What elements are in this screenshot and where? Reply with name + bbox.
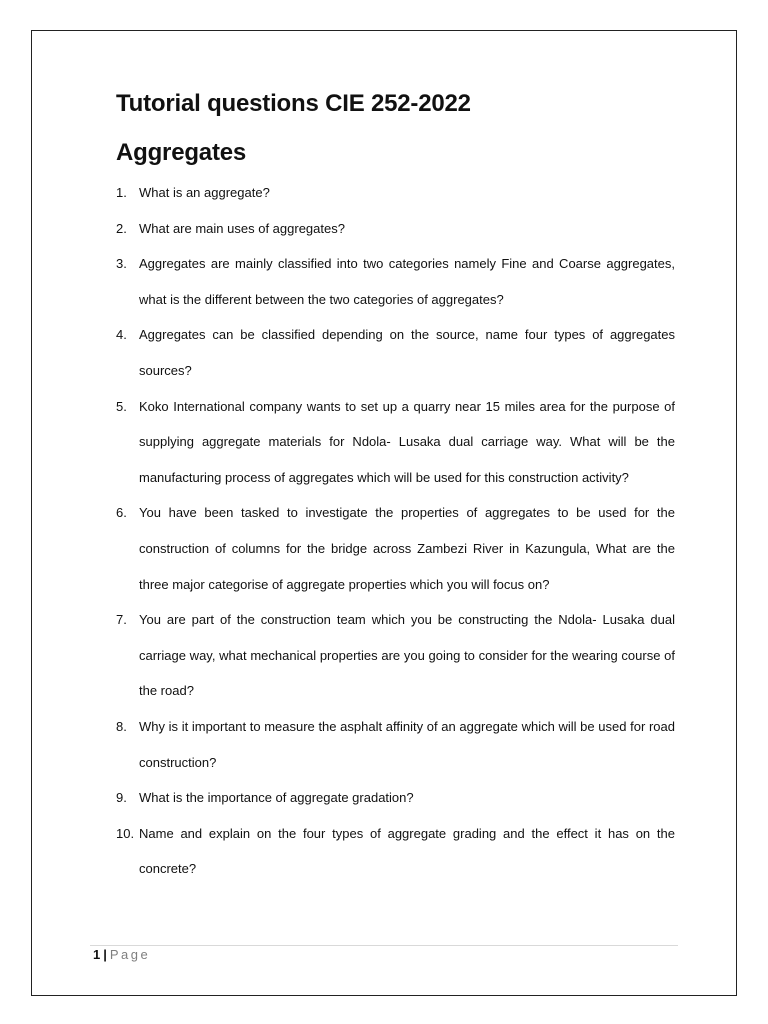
question-item [116,709,675,780]
section-heading: Aggregates [116,139,247,166]
document-title: Tutorial questions CIE 252-2022 [116,90,471,117]
question-text: You are part of the construction team which you be constructing the Ndola- Lusaka dual carriage way, what mechanical properties are you going to consider for the wearing course of the road? [139,612,675,699]
question-text: What are main uses of aggregates? [139,220,345,236]
page-footer [93,946,150,964]
question-text: You have been tasked to investigate the properties of aggregates to be used for the construction of columns for the bridge across Zambezi River in Kazungula, What are the three major categorise of aggregate properties which you will focus on? [139,505,675,592]
page-number: 1 [93,947,101,962]
document-body [116,86,675,887]
footer-separator: | [103,947,107,962]
question-number: 4. [116,327,127,343]
question-item [116,211,675,247]
question-number: 10. [116,825,135,841]
footer-divider [90,945,678,946]
question-number: 3. [116,256,127,272]
question-list [116,175,675,887]
question-item [116,389,675,496]
question-number: 2. [116,220,127,236]
page-label: Page [109,947,151,962]
question-text: Koko International company wants to set up a quarry near 15 miles area for the purpose of supplying aggregate materials for Ndola- Lusaka dual carriage way. What will be the manufacturing process of aggregates which will be used for this construction activity? [139,398,675,485]
question-number: 1. [116,185,127,200]
question-item [116,317,675,388]
question-number: 6. [116,505,127,521]
question-text: Aggregates are mainly classified into two categories namely Fine and Coarse aggregates, what is the different between the two categories of aggregates? [139,256,675,307]
question-item [116,780,675,816]
question-text: Name and explain on the four types of aggregate grading and the effect it has on the concrete? [139,825,675,877]
question-item [116,816,675,887]
question-item [116,246,675,317]
question-text: What is an aggregate? [139,185,270,200]
question-item [116,495,675,602]
question-number: 5. [116,398,127,414]
question-text: Why is it important to measure the asphalt affinity of an aggregate which will be used for road construction? [139,718,675,770]
question-text: Aggregates can be classified depending on the source, name four types of aggregates sources? [139,327,675,378]
question-number: 8. [116,718,127,734]
question-number: 9. [116,790,127,806]
question-item [116,602,675,709]
question-text: What is the importance of aggregate gradation? [139,790,414,806]
question-item [116,175,675,211]
question-number: 7. [116,612,127,628]
